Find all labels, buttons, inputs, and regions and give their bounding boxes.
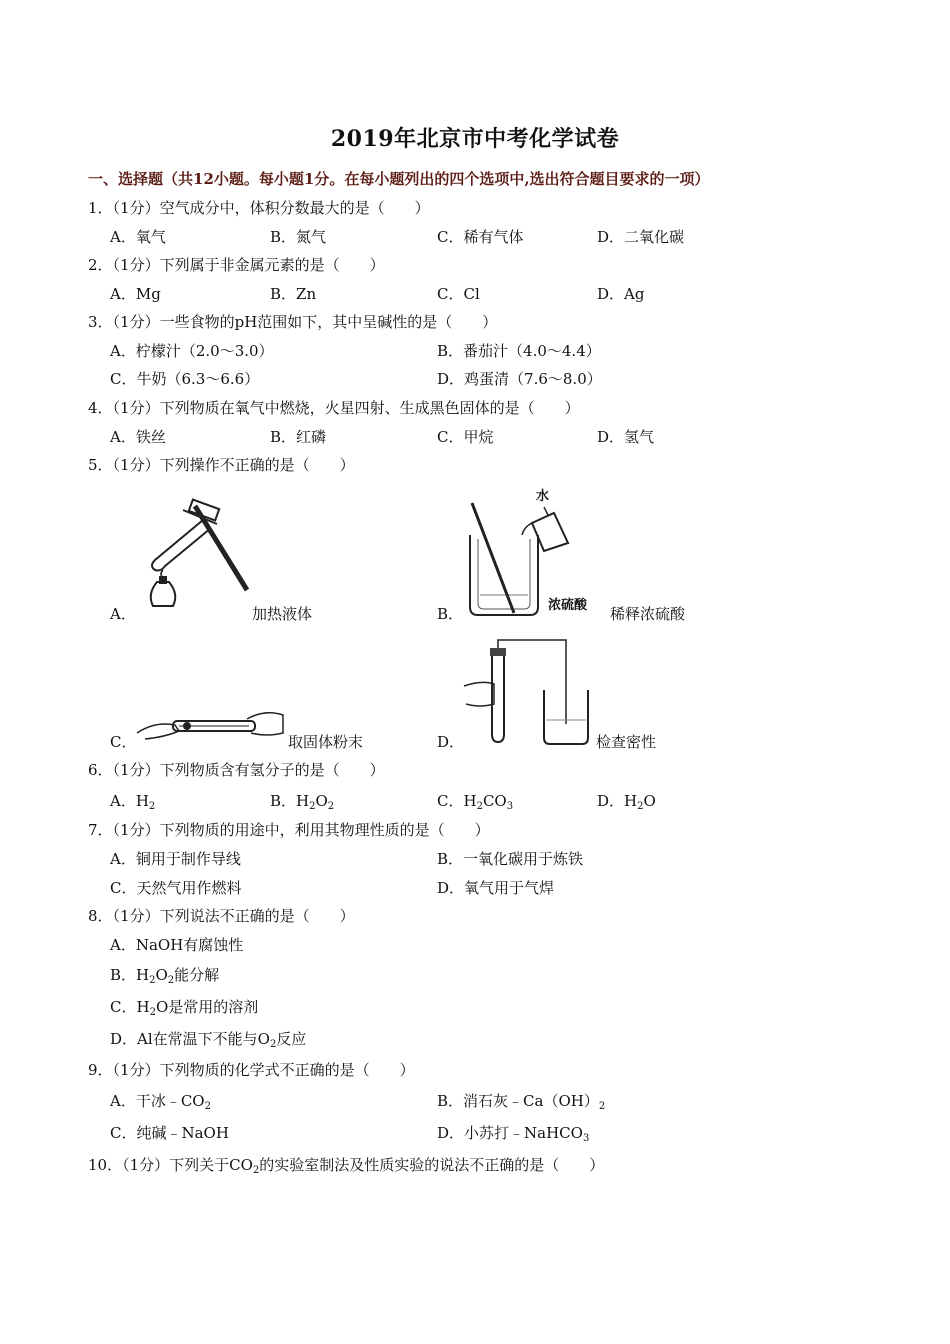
q9-option-a: A．干冰$﹣CO_2$ xyxy=(110,1092,211,1112)
q4-option-b: B．红磷 xyxy=(270,428,327,446)
water-label: 水 xyxy=(536,489,550,504)
q5-option-a-caption: 加热液体 xyxy=(252,605,313,623)
question-4: 4．（1分）下列物质在氧气中燃烧，火星四射、生成黑色固体的是（ ） xyxy=(88,399,580,417)
q1-option-c: C．稀有气体 xyxy=(437,228,524,246)
q5-option-c-letter: C． xyxy=(110,733,137,751)
question-9: 9．（1分）下列物质的化学式不正确的是（ ） xyxy=(88,1061,415,1079)
q7-option-c: C．天然气用作燃料 xyxy=(110,879,242,897)
q7-option-b: B．一氧化碳用于炼铁 xyxy=(437,850,584,868)
q4-option-c: C．甲烷 xyxy=(437,428,494,446)
q3-option-c: C．牛奶（6.3～6.6） xyxy=(110,370,260,388)
q4-option-a: A．铁丝 xyxy=(110,428,166,446)
question-3: 3．（1分）一些食物的pH范围如下，其中呈碱性的是（ ） xyxy=(88,313,498,331)
q9-option-b: B．消石灰$﹣Ca(OH)_2$ xyxy=(437,1092,606,1112)
question-1: 1．（1分）空气成分中，体积分数最大的是（ ） xyxy=(88,199,430,217)
q6-option-a: A．$H_2$ xyxy=(110,792,156,812)
question-2: 2．（1分）下列属于非金属元素的是（ ） xyxy=(88,256,385,274)
q6-option-c: C．$H_2CO_3$ xyxy=(437,792,514,812)
q5-option-b-letter: B． xyxy=(437,605,464,623)
q2-option-b: B．Zn xyxy=(270,285,317,303)
question-7: 7．（1分）下列物质的用途中，利用其物理性质的是（ ） xyxy=(88,821,490,839)
q4-option-d: D．氢气 xyxy=(597,428,655,446)
q9-option-c: C．纯碱﹣NaOH xyxy=(110,1124,229,1142)
q8-option-c: C．$H_2O$是常用的溶剂 xyxy=(110,998,259,1018)
question-5: 5．（1分）下列操作不正确的是（ ） xyxy=(88,456,355,474)
q5-option-c-caption: 取固体粉末 xyxy=(288,733,364,751)
q8-option-d: D．Al在常温下不能与$O_2$反应 xyxy=(110,1030,307,1050)
q5-option-a-letter: A． xyxy=(110,605,136,623)
page-title: 2019年北京市中考化学试卷 xyxy=(330,126,620,152)
airtightness-figure xyxy=(462,634,592,749)
section-heading: 一、选择题（共12小题。每小题1分。在每小题列出的四个选项中,选出符合题目要求的一项） xyxy=(88,170,710,188)
q6-option-b: B．$H_2O_2$ xyxy=(270,792,335,812)
question-10: 10．（1分）下列关于$CO_2$的实验室制法及性质实验的说法不正确的是（ ） xyxy=(88,1156,605,1176)
acid-label: 浓硫酸 xyxy=(548,598,588,613)
q1-option-b: B．氮气 xyxy=(270,228,327,246)
q5-option-d-caption: 检查密性 xyxy=(596,733,657,751)
q7-option-d: D．氧气用于气焊 xyxy=(437,879,555,897)
q2-option-a: A．Mg xyxy=(110,285,161,303)
q8-option-a: A．NaOH有腐蚀性 xyxy=(110,936,244,954)
q5-option-b-caption: 稀释浓硫酸 xyxy=(610,605,686,623)
question-6: 6．（1分）下列物质含有氢分子的是（ ） xyxy=(88,761,385,779)
q3-option-a: A．柠檬汁（2.0～3.0） xyxy=(110,342,274,360)
q2-option-c: C．Cl xyxy=(437,285,480,303)
q7-option-a: A．铜用于制作导线 xyxy=(110,850,241,868)
q5-option-d-letter: D． xyxy=(437,733,465,751)
question-8: 8．（1分）下列说法不正确的是（ ） xyxy=(88,907,355,925)
q6-option-d: D．$H_2O$ xyxy=(597,792,656,812)
powder-spatula-figure xyxy=(135,703,285,743)
q2-option-d: D．Ag xyxy=(597,285,645,303)
q9-option-d: D．小苏打﹣NaHCO$_3$ xyxy=(437,1124,590,1144)
q1-option-d: D．二氧化碳 xyxy=(597,228,685,246)
heating-liquid-figure xyxy=(135,498,255,613)
q1-option-a: A．氧气 xyxy=(110,228,166,246)
q8-option-b: B．$H_2O_2$能分解 xyxy=(110,966,220,986)
q3-option-d: D．鸡蛋清（7.6～8.0） xyxy=(437,370,602,388)
q3-option-b: B．番茄汁（4.0～4.4） xyxy=(437,342,601,360)
